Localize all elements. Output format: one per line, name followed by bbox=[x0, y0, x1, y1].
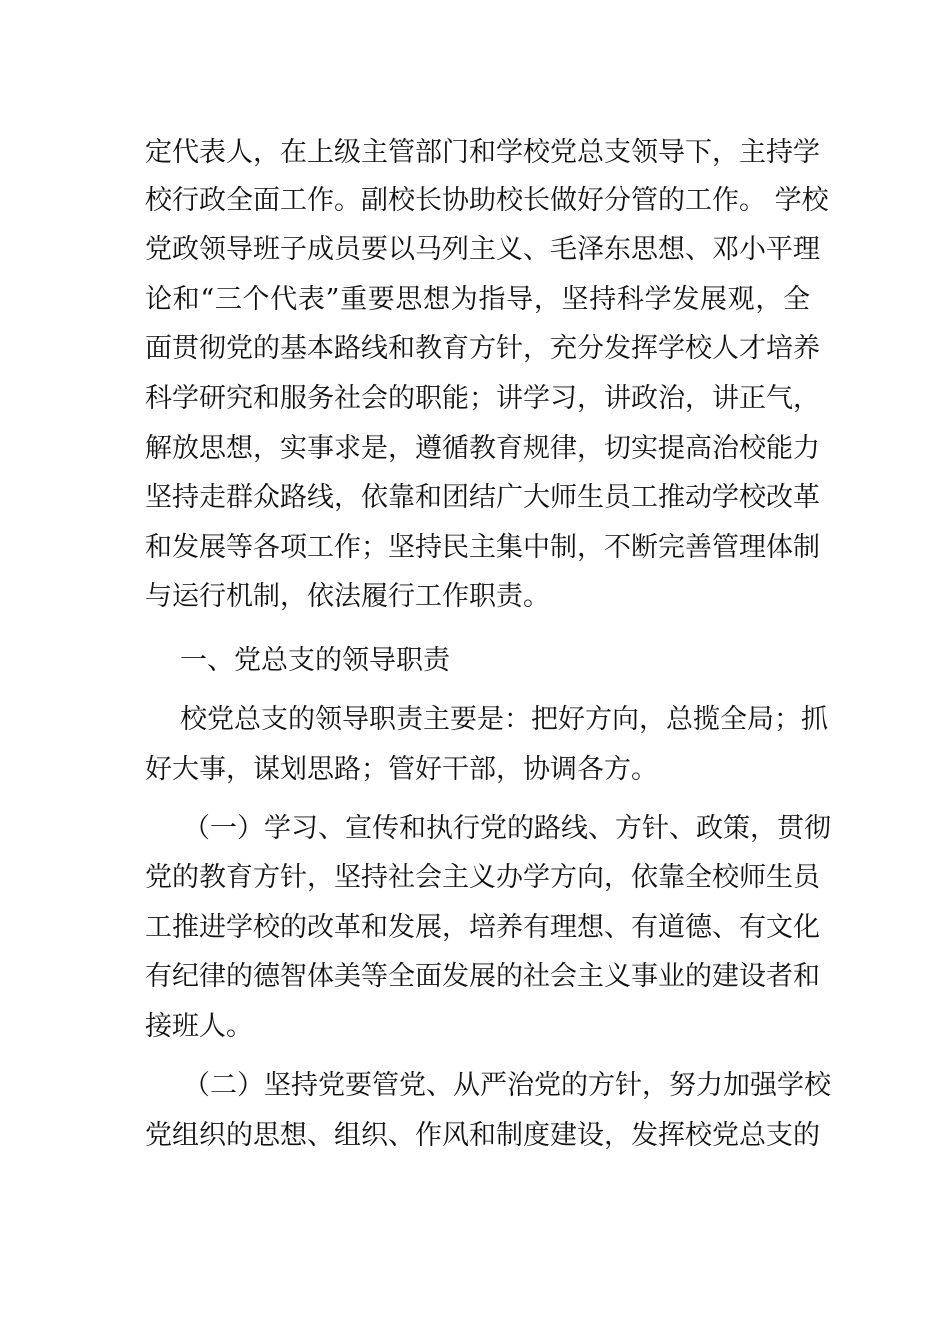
text-line: 工推进学校的改革和发展，培养有理想、有道德、有文化 bbox=[145, 912, 820, 943]
text-line: 有纪律的德智体美等全面发展的社会主义事业的建设者和 bbox=[145, 961, 820, 992]
text-line: （二）坚持党要管党、从严治党的方针，努力加强学校 bbox=[183, 1070, 831, 1101]
text-line: 科学研究和服务社会的职能；讲学习，讲政治，讲正气， bbox=[145, 383, 820, 414]
text-line: 与运行机制，依法履行工作职责。 bbox=[145, 581, 550, 612]
text-line: 接班人。 bbox=[145, 1011, 253, 1042]
text-line: 和发展等各项工作；坚持民主集中制，不断完善管理体制 bbox=[145, 532, 820, 563]
text-line: 坚持走群众路线，依靠和团结广大师生员工推动学校改革 bbox=[145, 482, 820, 513]
text-line: 解放思想，实事求是，遵循教育规律，切实提高治校能力 bbox=[145, 433, 820, 464]
text-line: 党的教育方针，坚持社会主义办学方向，依靠全校师生员 bbox=[145, 862, 820, 893]
text-line: 面贯彻党的基本路线和教育方针，充分发挥学校人才培养 bbox=[145, 333, 820, 364]
text-line: （一）学习、宣传和执行党的路线、方针、政策，贯彻 bbox=[183, 813, 831, 844]
text-line: 定代表人，在上级主管部门和学校党总支领导下，主持学 bbox=[145, 137, 820, 168]
text-line: 好大事，谋划思路；管好干部，协调各方。 bbox=[145, 754, 658, 785]
text-line: 校党总支的领导职责主要是：把好方向，总揽全局；抓 bbox=[180, 704, 828, 735]
text-line: 论和“三个代表”重要思想为指导，坚持科学发展观，全 bbox=[145, 284, 810, 315]
text-line: 党政领导班子成员要以马列主义、毛泽东思想、邓小平理 bbox=[145, 234, 820, 265]
text-line: 校行政全面工作。副校长协助校长做好分管的工作。 学校 bbox=[145, 185, 829, 216]
section-heading: 一、党总支的领导职责 bbox=[180, 645, 450, 676]
text-line: 党组织的思想、组织、作风和制度建设，发挥校党总支的 bbox=[145, 1120, 820, 1151]
